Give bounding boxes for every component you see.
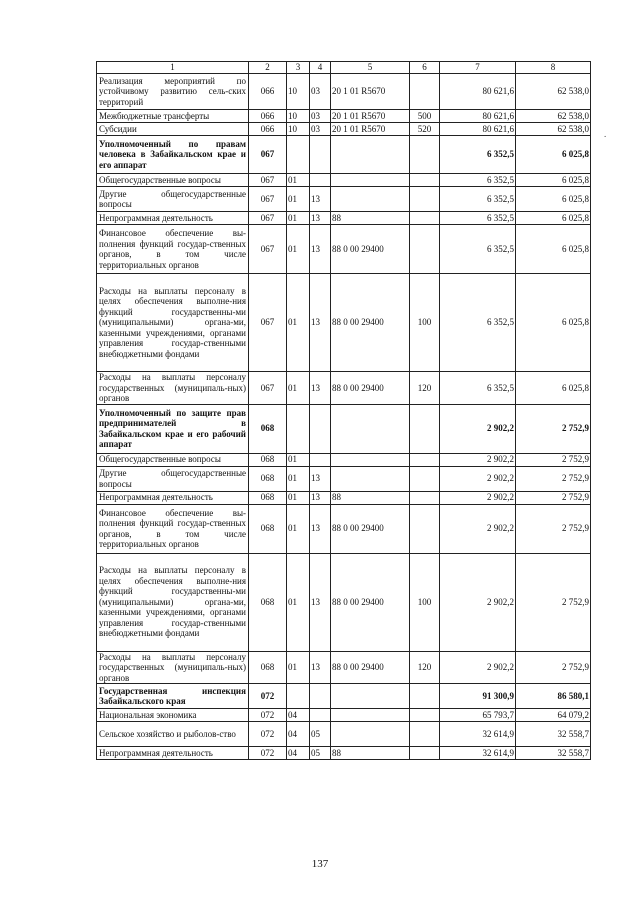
admin-code-cell: 067: [249, 372, 287, 405]
amount-2019-cell: 2 902,2: [440, 491, 516, 504]
amount-2020-cell: 62 538,0: [516, 74, 591, 110]
amount-2020-cell: 64 079,2: [516, 709, 591, 722]
section-cell: 01: [287, 466, 310, 491]
row-name-cell: Непрограммная деятельность: [97, 212, 249, 225]
admin-code-cell: 068: [249, 466, 287, 491]
subsection-cell: 03: [310, 123, 331, 136]
amount-2020-cell: 2 752,9: [516, 453, 591, 466]
section-cell: 01: [287, 212, 310, 225]
row-name-cell: Финансовое обеспечение вы-полнения функций государ-ственных органов, в том числе территориальных органов: [97, 504, 249, 553]
expense-type-cell: [410, 722, 440, 747]
target-article-cell: 88: [331, 747, 410, 760]
amount-2020-cell: 6 025,8: [516, 174, 591, 187]
target-article-cell: 20 1 01 R5670: [331, 110, 410, 123]
target-article-cell: [331, 684, 410, 709]
amount-2020-cell: 62 538,0: [516, 110, 591, 123]
header-row: [97, 62, 591, 74]
admin-code-cell: 067: [249, 174, 287, 187]
subsection-cell: [310, 404, 331, 453]
subsection-cell: [310, 684, 331, 709]
table-row: [97, 174, 591, 187]
row-name-cell: Расходы на выплаты персоналу в целях обеспечения выполне-ния функций государственны-ми (муниципальными) органа-ми, казенными учреждениями, органами управления государ-ственными внебюджетными фондами: [97, 553, 249, 651]
header-cell: 8: [516, 62, 591, 74]
subsection-cell: 13: [310, 466, 331, 491]
subsection-cell: 13: [310, 212, 331, 225]
table-row: [97, 404, 591, 453]
amount-2019-cell: 65 793,7: [440, 709, 516, 722]
admin-code-cell: 068: [249, 504, 287, 553]
page-number: 137: [311, 858, 329, 870]
target-article-cell: 88: [331, 491, 410, 504]
admin-code-cell: 068: [249, 491, 287, 504]
row-name-cell: Сельское хозяйство и рыболов-ство: [97, 722, 249, 747]
section-cell: [287, 684, 310, 709]
section-cell: [287, 136, 310, 174]
amount-2020-cell: 6 025,8: [516, 225, 591, 274]
amount-2019-cell: 80 621,6: [440, 74, 516, 110]
table-row: [97, 491, 591, 504]
amount-2020-cell: 6 025,8: [516, 187, 591, 212]
expense-type-cell: 120: [410, 372, 440, 405]
header-cell: 6: [410, 62, 440, 74]
expense-type-cell: [410, 404, 440, 453]
amount-2019-cell: 6 352,5: [440, 274, 516, 372]
expense-type-cell: 120: [410, 651, 440, 684]
subsection-cell: [310, 709, 331, 722]
expense-type-cell: 100: [410, 274, 440, 372]
subsection-cell: [310, 174, 331, 187]
row-name-cell: Общегосударственные вопросы: [97, 174, 249, 187]
amount-2020-cell: 2 752,9: [516, 404, 591, 453]
target-article-cell: [331, 136, 410, 174]
amount-2020-cell: 2 752,9: [516, 553, 591, 651]
amount-2020-cell: 2 752,9: [516, 466, 591, 491]
target-article-cell: [331, 174, 410, 187]
subsection-cell: 03: [310, 110, 331, 123]
expense-type-cell: [410, 187, 440, 212]
target-article-cell: 20 1 01 R5670: [331, 123, 410, 136]
amount-2019-cell: 80 621,6: [440, 110, 516, 123]
subsection-cell: 13: [310, 491, 331, 504]
amount-2019-cell: 2 902,2: [440, 553, 516, 651]
amount-2019-cell: 2 902,2: [440, 404, 516, 453]
expense-type-cell: [410, 466, 440, 491]
table-row: [97, 372, 591, 405]
admin-code-cell: 072: [249, 722, 287, 747]
expense-type-cell: [410, 212, 440, 225]
section-cell: 10: [287, 110, 310, 123]
table-row: [97, 722, 591, 747]
subsection-cell: 13: [310, 504, 331, 553]
budget-table: [96, 61, 591, 760]
subsection-cell: [310, 136, 331, 174]
header-cell: 1: [97, 62, 249, 74]
subsection-cell: 13: [310, 372, 331, 405]
section-cell: 10: [287, 74, 310, 110]
row-name-cell: Другие общегосударственные вопросы: [97, 187, 249, 212]
expense-type-cell: [410, 491, 440, 504]
subsection-cell: [310, 453, 331, 466]
admin-code-cell: 072: [249, 684, 287, 709]
table-row: [97, 747, 591, 760]
target-article-cell: 20 1 01 R5670: [331, 74, 410, 110]
amount-2020-cell: 32 558,7: [516, 722, 591, 747]
section-cell: 01: [287, 187, 310, 212]
section-cell: 01: [287, 504, 310, 553]
table-row: [97, 553, 591, 651]
admin-code-cell: 067: [249, 212, 287, 225]
expense-type-cell: [410, 684, 440, 709]
section-cell: 10: [287, 123, 310, 136]
expense-type-cell: [410, 453, 440, 466]
expense-type-cell: 100: [410, 553, 440, 651]
subsection-cell: 05: [310, 747, 331, 760]
row-name-cell: Национальная экономика: [97, 709, 249, 722]
admin-code-cell: 066: [249, 74, 287, 110]
expense-type-cell: [410, 225, 440, 274]
row-name-cell: Уполномоченный по правам человека в Забайкальском крае и его аппарат: [97, 136, 249, 174]
row-name-cell: Уполномоченный по защите прав предпринимателей в Забайкальском крае и его рабочий аппарат: [97, 404, 249, 453]
expense-type-cell: [410, 747, 440, 760]
section-cell: 04: [287, 722, 310, 747]
amount-2020-cell: 86 580,1: [516, 684, 591, 709]
section-cell: 01: [287, 372, 310, 405]
section-cell: 01: [287, 491, 310, 504]
table-row: [97, 651, 591, 684]
table-row: [97, 225, 591, 274]
amount-2019-cell: 6 352,5: [440, 174, 516, 187]
table-row: [97, 187, 591, 212]
admin-code-cell: 067: [249, 187, 287, 212]
amount-2020-cell: 2 752,9: [516, 651, 591, 684]
table-row: [97, 212, 591, 225]
table-row: [97, 709, 591, 722]
table-row: [97, 74, 591, 110]
row-name-cell: Финансовое обеспечение вы-полнения функций государ-ственных органов, в том числе территориальных органов: [97, 225, 249, 274]
admin-code-cell: 068: [249, 404, 287, 453]
expense-type-cell: [410, 504, 440, 553]
target-article-cell: 88: [331, 212, 410, 225]
row-name-cell: Непрограммная деятельность: [97, 491, 249, 504]
amount-2019-cell: 6 352,5: [440, 372, 516, 405]
row-name-cell: Непрограммная деятельность: [97, 747, 249, 760]
admin-code-cell: 067: [249, 274, 287, 372]
target-article-cell: [331, 404, 410, 453]
amount-2019-cell: 6 352,5: [440, 212, 516, 225]
amount-2019-cell: 6 352,5: [440, 136, 516, 174]
section-cell: 01: [287, 651, 310, 684]
table-row: [97, 110, 591, 123]
row-name-cell: Общегосударственные вопросы: [97, 453, 249, 466]
row-name-cell: Расходы на выплаты персоналу в целях обеспечения выполне-ния функций государственны-ми (муниципальными) органа-ми, казенными учреждениями, органами управления государ-ственными внебюджетными фондами: [97, 274, 249, 372]
subsection-cell: 03: [310, 74, 331, 110]
expense-type-cell: [410, 74, 440, 110]
subsection-cell: 13: [310, 553, 331, 651]
target-article-cell: 88 0 00 29400: [331, 225, 410, 274]
row-name-cell: Реализация мероприятий по устойчивому развитию сель-ских территорий: [97, 74, 249, 110]
amount-2019-cell: 6 352,5: [440, 187, 516, 212]
table-row: [97, 684, 591, 709]
admin-code-cell: 072: [249, 709, 287, 722]
amount-2019-cell: 6 352,5: [440, 225, 516, 274]
table-row: [97, 504, 591, 553]
admin-code-cell: 072: [249, 747, 287, 760]
target-article-cell: [331, 466, 410, 491]
admin-code-cell: 068: [249, 553, 287, 651]
amount-2019-cell: 32 614,9: [440, 722, 516, 747]
amount-2020-cell: 6 025,8: [516, 274, 591, 372]
row-name-cell: Расходы на выплаты персоналу государственных (муниципаль-ных) органов: [97, 651, 249, 684]
header-cell: 4: [310, 62, 331, 74]
table-row: [97, 274, 591, 372]
subsection-cell: 13: [310, 274, 331, 372]
amount-2019-cell: 2 902,2: [440, 504, 516, 553]
target-article-cell: [331, 453, 410, 466]
expense-type-cell: [410, 709, 440, 722]
target-article-cell: [331, 709, 410, 722]
amount-2019-cell: 2 902,2: [440, 651, 516, 684]
amount-2019-cell: 80 621,6: [440, 123, 516, 136]
target-article-cell: 88 0 00 29400: [331, 274, 410, 372]
subsection-cell: 13: [310, 225, 331, 274]
section-cell: 04: [287, 747, 310, 760]
header-cell: 7: [440, 62, 516, 74]
admin-code-cell: 066: [249, 123, 287, 136]
admin-code-cell: 067: [249, 136, 287, 174]
section-cell: 01: [287, 453, 310, 466]
subsection-cell: 13: [310, 651, 331, 684]
table-body: [97, 62, 591, 760]
row-name-cell: Межбюджетные трансферты: [97, 110, 249, 123]
section-cell: [287, 404, 310, 453]
expense-type-cell: [410, 136, 440, 174]
amount-2020-cell: 6 025,8: [516, 212, 591, 225]
amount-2020-cell: 32 558,7: [516, 747, 591, 760]
row-name-cell: Субсидии: [97, 123, 249, 136]
admin-code-cell: 067: [249, 225, 287, 274]
amount-2020-cell: 6 025,8: [516, 372, 591, 405]
amount-2020-cell: 62 538,0: [516, 123, 591, 136]
admin-code-cell: 068: [249, 651, 287, 684]
target-article-cell: 88 0 00 29400: [331, 372, 410, 405]
header-cell: 5: [331, 62, 410, 74]
section-cell: 01: [287, 225, 310, 274]
expense-type-cell: 520: [410, 123, 440, 136]
header-cell: 3: [287, 62, 310, 74]
target-article-cell: 88 0 00 29400: [331, 553, 410, 651]
margin-mark: .: [604, 129, 607, 139]
row-name-cell: Государственная инспекция Забайкальского края: [97, 684, 249, 709]
target-article-cell: [331, 187, 410, 212]
row-name-cell: Другие общегосударственные вопросы: [97, 466, 249, 491]
expense-type-cell: [410, 174, 440, 187]
subsection-cell: 13: [310, 187, 331, 212]
target-article-cell: 88 0 00 29400: [331, 651, 410, 684]
section-cell: 01: [287, 553, 310, 651]
amount-2019-cell: 2 902,2: [440, 453, 516, 466]
table-row: [97, 136, 591, 174]
row-name-cell: Расходы на выплаты персоналу государственных (муниципаль-ных) органов: [97, 372, 249, 405]
target-article-cell: 88 0 00 29400: [331, 504, 410, 553]
admin-code-cell: 068: [249, 453, 287, 466]
amount-2019-cell: 32 614,9: [440, 747, 516, 760]
admin-code-cell: 066: [249, 110, 287, 123]
amount-2020-cell: 6 025,8: [516, 136, 591, 174]
table-row: [97, 123, 591, 136]
section-cell: 01: [287, 174, 310, 187]
table-row: [97, 453, 591, 466]
subsection-cell: 05: [310, 722, 331, 747]
amount-2019-cell: 91 300,9: [440, 684, 516, 709]
section-cell: 04: [287, 709, 310, 722]
amount-2020-cell: 2 752,9: [516, 491, 591, 504]
expense-type-cell: 500: [410, 110, 440, 123]
header-cell: 2: [249, 62, 287, 74]
amount-2019-cell: 2 902,2: [440, 466, 516, 491]
amount-2020-cell: 2 752,9: [516, 504, 591, 553]
section-cell: 01: [287, 274, 310, 372]
target-article-cell: [331, 722, 410, 747]
table-row: [97, 466, 591, 491]
